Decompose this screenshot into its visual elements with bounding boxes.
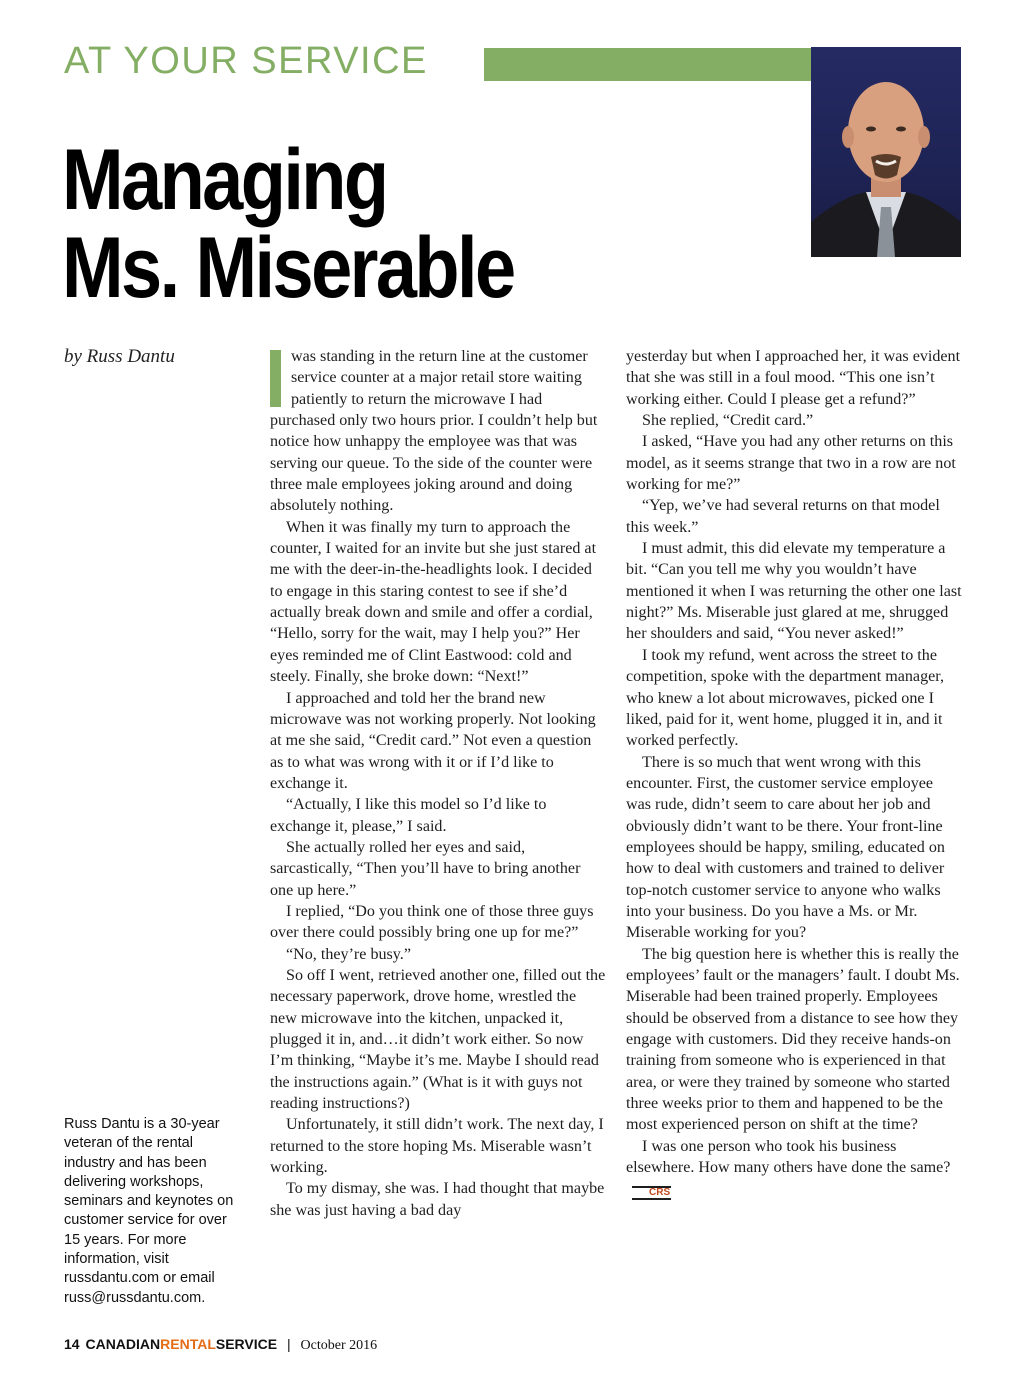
- article-paragraph: When it was finally my turn to approach the counter, I waited for an invite but she just stared at me with the deer-in-the-headlights look. I decided to engage in this staring contest to see if she’d actually break down and smile and offer a cordial, “Hello, sorry for the wait, may I help you?” Her eyes reminded me of Clint Eastwood: cold and steely. Finally, she broke down: “Next!”: [270, 518, 597, 686]
- article-paragraph: I approached and told her the brand new microwave was not working properly. Not looking at me she said, “Credit card.” Not even a question as to what was wrong with it or if I’d like to exchange it.: [270, 689, 596, 792]
- article-paragraph: She actually rolled her eyes and said, sarcastically, “Then you’ll have to bring another one up here.”: [270, 838, 581, 899]
- last-paragraph-text: I was one person who took his business elsewhere. How many others have done the same?: [626, 1137, 951, 1177]
- magazine-name-part1: CANADIAN: [85, 1336, 161, 1352]
- magazine-name-part2: RENTAL: [160, 1336, 216, 1352]
- author-photo: [811, 47, 961, 257]
- section-label: AT YOUR SERVICE: [64, 40, 428, 82]
- page-number: 14: [64, 1336, 80, 1352]
- article-paragraph: I took my refund, went across the street to the competition, spoke with the department manager, who knew a lot about microwaves, picked one I liked, paid for it, went home, plugged it in, and it worked perfectly.: [626, 646, 945, 750]
- article-paragraph: There is so much that went wrong with this encounter. First, the customer service employee was rude, didn’t seem to care about her job and obviously didn’t want to be there. Your front-line employees should be happy, smiling, educated on how to deal with customers and trained to deliver top-notch customer service to anyone who walks into your business. Do you have a Ms. or Mr. Miserable working for you?: [626, 753, 945, 942]
- article-paragraph: I asked, “Have you had any other returns on this model, as it seems strange that two in a row are not working for me?”: [626, 433, 956, 494]
- issue-date: October 2016: [300, 1338, 378, 1353]
- article-paragraph: To my dismay, she was. I had thought that maybe she was just having a bad day: [270, 1180, 605, 1219]
- article-last-paragraph: [626, 1136, 962, 1201]
- article-paragraph: “No, they’re busy.”: [286, 945, 411, 963]
- magazine-name-part3: SERVICE: [215, 1336, 278, 1352]
- article-paragraph: “Yep, we’ve had several returns on that model this week.”: [626, 497, 940, 536]
- article-paragraph: was standing in the return line at the customer service counter at a major retail store waiting patiently to return the microwave I had purchased only two hours prior. I couldn’t help but notice how unhappy the employee was that was serving our queue. To the side of the counter were three male employees joking around and doing absolutely nothing.: [270, 348, 598, 515]
- page-footer: [64, 1336, 377, 1354]
- section-bar: [484, 48, 814, 81]
- article-column-left: [270, 346, 606, 1221]
- article-paragraph: I replied, “Do you think one of those three guys over there could possibly bring one up for me?”: [270, 902, 594, 942]
- author-bio: Russ Dantu is a 30-year veteran of the rental industry and has been delivering workshops, seminars and keynotes on customer service for over 15 years. For more information, visit russdantu.com or email russ@russdantu.com.: [64, 1116, 234, 1306]
- article-column-right: [626, 346, 962, 1200]
- first-paragraph-wrap: [270, 346, 606, 517]
- article-paragraph: I must admit, this did elevate my temperature a bit. “Can you tell me why you wouldn’t have mentioned it when I was returning the other one last night?” Ms. Miserable just glared at me, shrugged her shoulders and said, “You never asked!”: [626, 540, 962, 643]
- headline-line-1: Managing: [62, 132, 387, 228]
- footer-separator: |: [286, 1336, 291, 1352]
- article-paragraph: yesterday but when I approached her, it was evident that she was still in a foul mood. “This one isn’t working either. Could I please get a refund?”: [626, 348, 961, 408]
- dropcap: [270, 350, 281, 407]
- article-paragraph: So off I went, retrieved another one, filled out the necessary paperwork, drove home, wrestled the new microwave into the kitchen, unpacked it, plugged it in, and…it didn’t work either. So now I’m thinking, “Maybe it’s me. Maybe I should read the instructions again.” (What is it with guys not reading instructions?): [270, 966, 606, 1113]
- article-paragraph: She replied, “Credit card.”: [642, 412, 814, 430]
- headline-line-2: Ms. Miserable: [62, 220, 514, 316]
- article-paragraph: The big question here is whether this is really the employees’ fault or the managers’ fault. I doubt Ms. Miserable had been trained properly. Employees should be observed from a distance to see how they engage with customers. Did they receive hands-on training from someone who is experienced in that area, or were they trained by someone who started three weeks prior to them and happened to be the most experienced person on shift at the time?: [626, 945, 960, 1134]
- headline: [62, 132, 514, 316]
- crs-end-logo: CRS: [632, 1186, 671, 1200]
- byline: by Russ Dantu: [64, 346, 175, 367]
- article-paragraph: Unfortunately, it still didn’t work. The next day, I returned to the store hoping Ms. Miserable wasn’t working.: [270, 1116, 604, 1177]
- article-paragraph: “Actually, I like this model so I’d like to exchange it, please,” I said.: [270, 796, 547, 835]
